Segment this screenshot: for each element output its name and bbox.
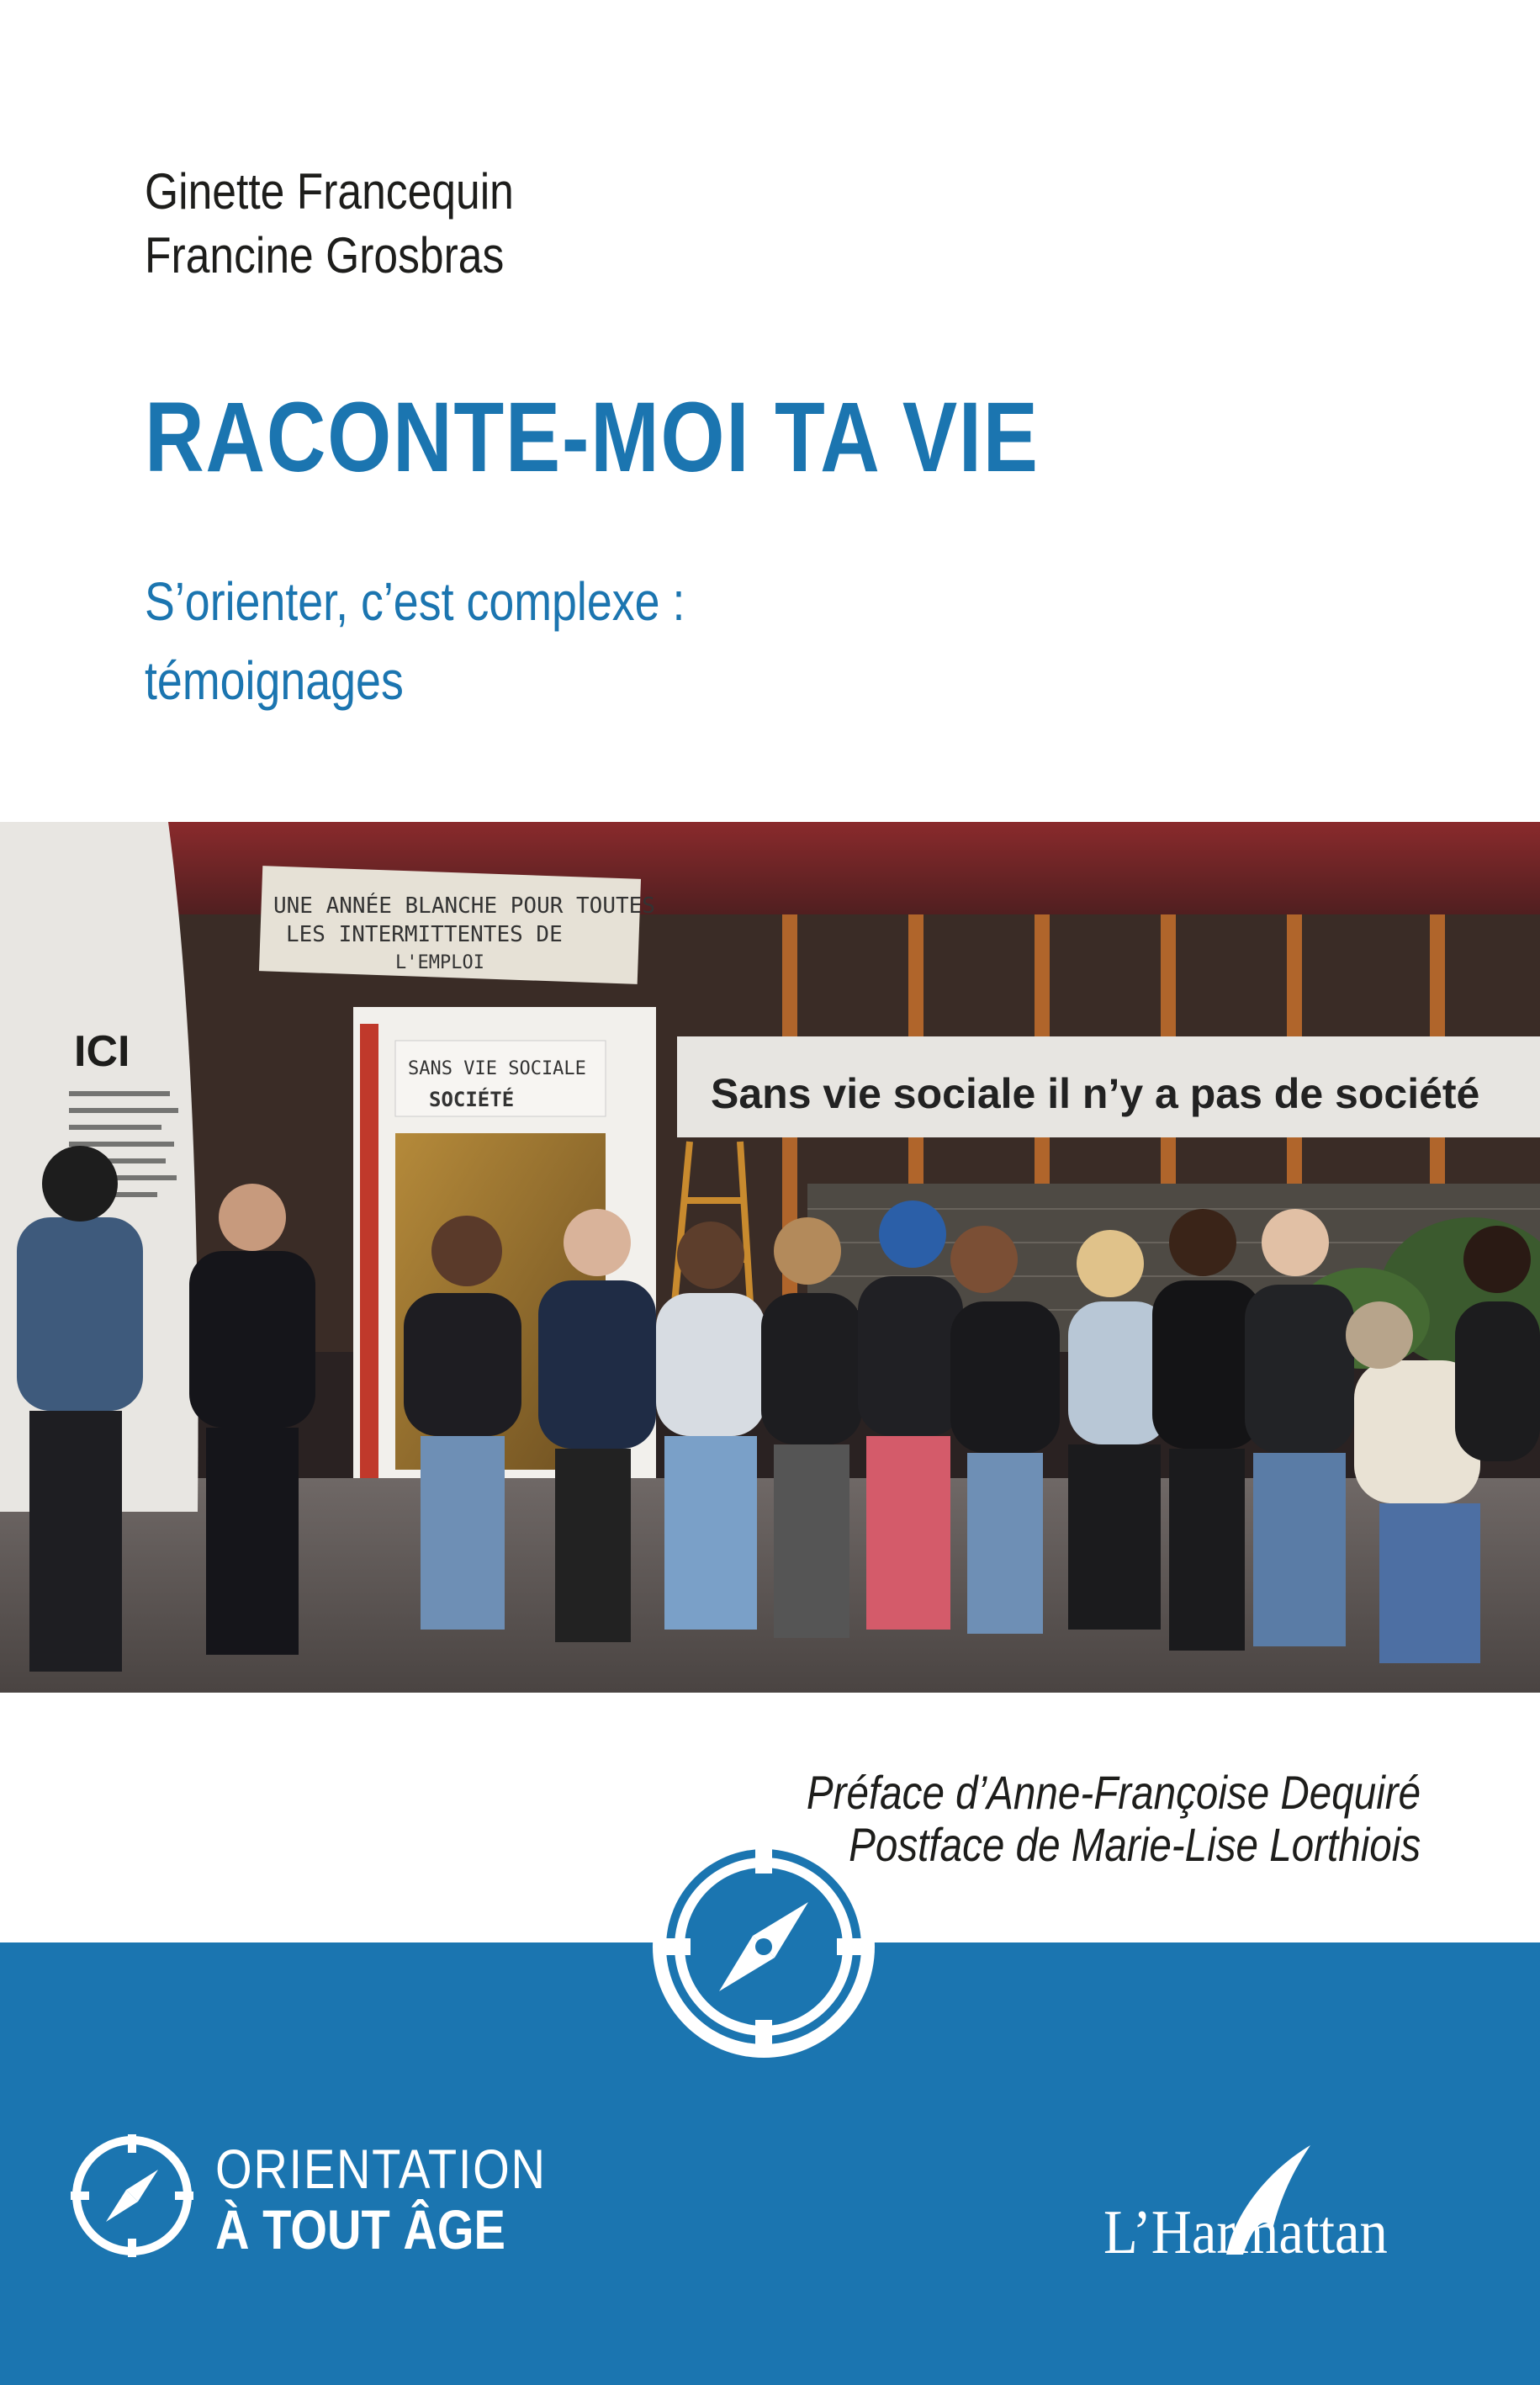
credits [807,1767,1421,1871]
banner-top-line-1: UNE ANNÉE BLANCHE POUR TOUTES [273,893,655,919]
banner-main: Sans vie sociale il n’y a pas de société [711,1070,1480,1117]
authors [145,160,514,288]
door-sign-line-2: SOCIÉTÉ [429,1088,515,1111]
wall-heading: ICI [74,1027,130,1076]
publisher-name: L’Harmattan [1103,2198,1388,2267]
series-line-2: À TOUT ÂGE [215,2198,505,2260]
book-title: RACONTE-MOI TA VIE [145,382,1040,493]
banner-top-line-3: L'EMPLOI [395,952,484,973]
series-compass-icon [69,2133,195,2259]
subtitle-line-2: témoignages [145,650,404,711]
banner-top-line-2: LES INTERMITTENTES DE [286,922,563,947]
cover-photo [0,822,1540,1693]
door-sign-line-1: SANS VIE SOCIALE [408,1058,586,1079]
preface-credit: Préface d’Anne-Françoise Dequiré [806,1766,1421,1819]
book-subtitle [145,562,685,720]
author-1: Ginette Francequin [145,163,514,220]
compass-icon [648,1831,879,2062]
series-line-1: ORIENTATION [215,2138,547,2200]
postface-credit: Postface de Marie-Lise Lorthiois [849,1818,1421,1871]
series-name [215,2139,547,2260]
subtitle-line-1: S’orienter, c’est complexe : [145,571,685,632]
author-2: Francine Grosbras [145,227,505,284]
